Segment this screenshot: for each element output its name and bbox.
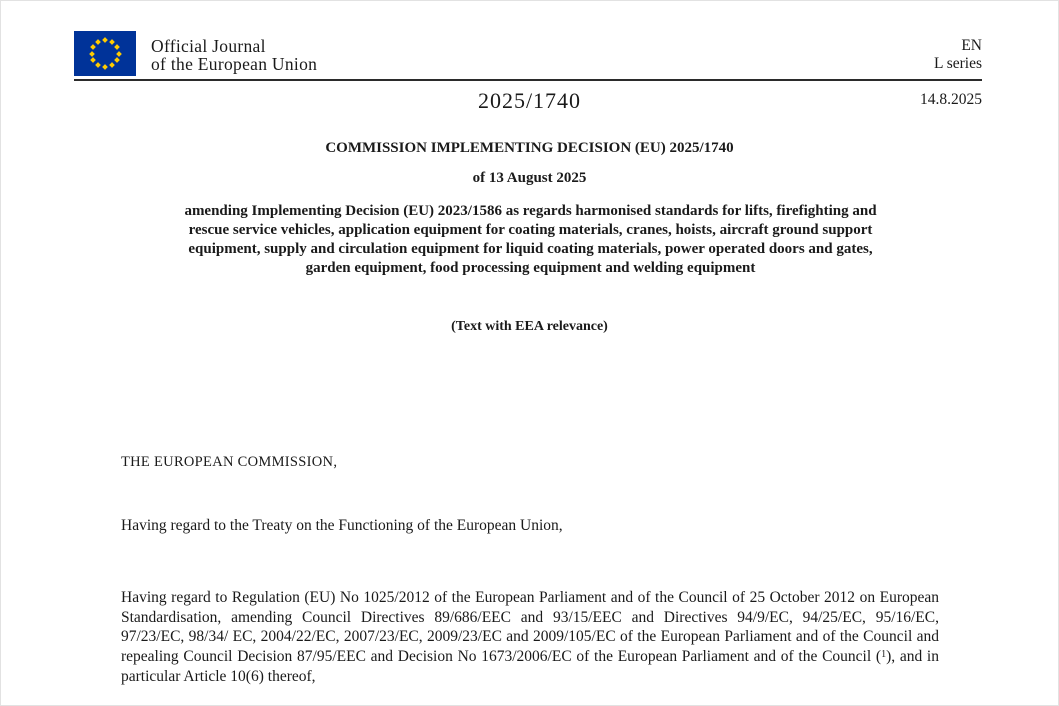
eu-flag-star bbox=[102, 37, 108, 43]
eu-flag-star bbox=[114, 57, 120, 63]
language-code: EN bbox=[961, 37, 982, 54]
eu-flag-star bbox=[90, 44, 96, 50]
recital-regulation-text: Having regard to Regulation (EU) No 1025/2012 of the European Parliament and of the Council of 25 October 2012 on European Standardisation, amending Council Directives 89/686/EEC and 93/15/EEC and Directives 94/9/EC, 94/25/EC, 95/16/EC, 97/23/EC, 98/34/ EC, 2004/22/EC, 2007/23/EC, 2009/23/EC and 2009/105/EC of the European Parliament and of the Council and repealing Council Decision 87/95/EEC and Decision No 1673/2006/EC of the European Parliament and of the Council ( bbox=[121, 589, 939, 666]
header-rule bbox=[74, 79, 982, 81]
recital-regulation bbox=[121, 588, 939, 687]
eu-flag-star bbox=[95, 39, 101, 45]
masthead-right bbox=[934, 37, 982, 73]
recital-treaty: Having regard to the Treaty on the Functioning of the European Union, bbox=[121, 517, 563, 534]
series-label: L series bbox=[933, 55, 982, 72]
decision-title: COMMISSION IMPLEMENTING DECISION (EU) 2025/1740 bbox=[325, 140, 734, 156]
eea-relevance-note: (Text with EEA relevance) bbox=[451, 319, 608, 334]
eu-flag-star bbox=[95, 62, 101, 68]
journal-title-line2: of the European Union bbox=[151, 54, 318, 74]
eu-flag-star bbox=[114, 44, 120, 50]
opening-formula: THE EUROPEAN COMMISSION, bbox=[121, 454, 338, 470]
journal-title-line1: Official Journal bbox=[151, 36, 266, 56]
eu-flag-star bbox=[116, 51, 122, 57]
eu-flag-star bbox=[90, 57, 96, 63]
recital-regulation-text-end: ), and in particular Article 10(6) thereof, bbox=[121, 648, 939, 685]
journal-title bbox=[151, 37, 317, 73]
decision-date-line: of 13 August 2025 bbox=[472, 170, 587, 186]
footnote-reference[interactable]: 1 bbox=[881, 649, 887, 661]
document-number: 2025/1740 bbox=[477, 88, 582, 113]
eu-flag-star bbox=[102, 64, 108, 70]
eu-flag-star bbox=[109, 62, 115, 68]
eu-flag-icon bbox=[74, 31, 136, 76]
eu-flag-star bbox=[89, 51, 95, 57]
decision-subject: amending Implementing Decision (EU) 2023/1586 as regards harmonised standards for lifts, firefighting and rescue service vehicles, application equipment for coating materials, cranes, hoists, aircraft ground support equipment, supply and circulation equipment for liquid coating materials, power operated doors and gates, garden equipment, food processing equipment and welding equipment bbox=[184, 203, 877, 276]
eu-flag-star bbox=[109, 39, 115, 45]
publication-date: 14.8.2025 bbox=[920, 91, 982, 108]
